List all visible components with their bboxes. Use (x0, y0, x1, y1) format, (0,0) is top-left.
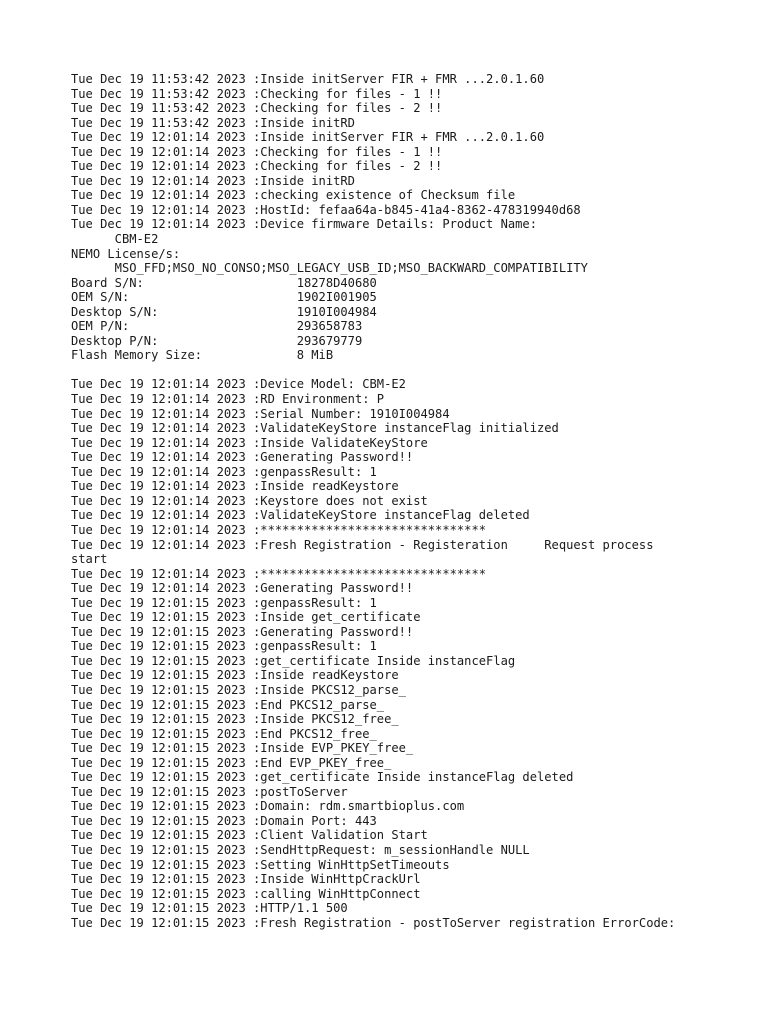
log-line: NEMO License/s: (71, 246, 181, 261)
log-line: Tue Dec 19 12:01:15 2023 :Domain Port: 443 (71, 813, 377, 828)
log-line: Tue Dec 19 12:01:14 2023 :Fresh Registration - Registeration Request process (71, 537, 654, 552)
log-line: Tue Dec 19 12:01:15 2023 :End EVP_PKEY_free_ (71, 755, 392, 770)
log-line: Tue Dec 19 12:01:14 2023 :Generating Password!! (71, 450, 414, 465)
log-line: Tue Dec 19 11:53:42 2023 :Checking for files - 2 !! (71, 101, 443, 116)
log-line: Tue Dec 19 11:53:42 2023 :Checking for files - 1 !! (71, 86, 443, 101)
log-line: Tue Dec 19 12:01:14 2023 :Inside initServer FIR + FMR ...2.0.1.60 (71, 130, 545, 145)
log-line: Flash Memory Size: 8 MiB (71, 348, 334, 363)
log-line: Tue Dec 19 12:01:15 2023 :Inside readKeystore (71, 668, 399, 683)
log-line: Tue Dec 19 12:01:15 2023 :calling WinHttpConnect (71, 886, 421, 901)
log-line: Tue Dec 19 12:01:15 2023 :Inside PKCS12_free_ (71, 712, 399, 727)
log-line: Tue Dec 19 12:01:15 2023 :postToServer (71, 784, 348, 799)
log-line: Tue Dec 19 12:01:15 2023 :Generating Password!! (71, 624, 414, 639)
log-line: Tue Dec 19 12:01:14 2023 :Checking for files - 2 !! (71, 159, 443, 174)
log-line: Tue Dec 19 12:01:15 2023 :get_certificate Inside instanceFlag (71, 653, 516, 668)
log-line: Tue Dec 19 12:01:14 2023 :Generating Password!! (71, 581, 414, 596)
log-line: Tue Dec 19 12:01:14 2023 :ValidateKeyStore instanceFlag deleted (71, 508, 530, 523)
log-line: Tue Dec 19 12:01:15 2023 :Fresh Registration - postToServer registration ErrorCode: (71, 915, 676, 930)
log-line: Tue Dec 19 12:01:14 2023 :Inside readKeystore (71, 479, 399, 494)
log-line: Tue Dec 19 12:01:14 2023 :HostId: fefaa64a-b845-41a4-8362-478319940d68 (71, 202, 581, 217)
log-line: Tue Dec 19 12:01:14 2023 :ValidateKeyStore instanceFlag initialized (71, 421, 559, 436)
log-line: Desktop P/N: 293679779 (71, 333, 363, 348)
log-line: Tue Dec 19 12:01:14 2023 :Checking for files - 1 !! (71, 144, 443, 159)
log-line: Tue Dec 19 12:01:15 2023 :HTTP/1.1 500 (71, 901, 348, 916)
log-line: Tue Dec 19 12:01:15 2023 :genpassResult: 1 (71, 595, 377, 610)
log-line: Tue Dec 19 11:53:42 2023 :Inside initServer FIR + FMR ...2.0.1.60 (71, 72, 545, 86)
log-line (71, 363, 761, 378)
log-line: Tue Dec 19 12:01:15 2023 :End PKCS12_free_ (71, 726, 377, 741)
log-line: Tue Dec 19 12:01:15 2023 :End PKCS12_parse_ (71, 697, 385, 712)
log-line: OEM S/N: 1902I001905 (71, 290, 377, 305)
log-line: Tue Dec 19 12:01:14 2023 :checking existence of Checksum file (71, 188, 516, 203)
log-line: Board S/N: 18278D40680 (71, 275, 377, 290)
log-line: Desktop S/N: 1910I004984 (71, 304, 377, 319)
log-line: Tue Dec 19 12:01:15 2023 :Domain: rdm.smartbioplus.com (71, 799, 465, 814)
log-line: Tue Dec 19 12:01:15 2023 :Setting WinHttpSetTimeouts (71, 857, 450, 872)
log-line: Tue Dec 19 12:01:15 2023 :Inside PKCS12_parse_ (71, 682, 406, 697)
log-line: Tue Dec 19 12:01:14 2023 :******************************* (71, 522, 487, 537)
log-line: Tue Dec 19 11:53:42 2023 :Inside initRD (71, 115, 355, 130)
log-line: Tue Dec 19 12:01:15 2023 :Inside get_certificate (71, 610, 421, 625)
log-line: Tue Dec 19 12:01:15 2023 :Client Validation Start (71, 828, 428, 843)
log-line: Tue Dec 19 12:01:15 2023 :Inside EVP_PKEY_free_ (71, 741, 414, 756)
log-line: Tue Dec 19 12:01:15 2023 :genpassResult: 1 (71, 639, 377, 654)
log-line: Tue Dec 19 12:01:15 2023 :SendHttpRequest: m_sessionHandle NULL (71, 842, 530, 857)
log-line: Tue Dec 19 12:01:14 2023 :Keystore does not exist (71, 493, 428, 508)
log-text (71, 72, 761, 930)
log-line: start (71, 552, 108, 567)
log-line: OEM P/N: 293658783 (71, 319, 363, 334)
log-line: Tue Dec 19 12:01:15 2023 :get_certificate Inside instanceFlag deleted (71, 770, 574, 785)
log-line: Tue Dec 19 12:01:14 2023 :Serial Number: 1910I004984 (71, 406, 450, 421)
log-line: Tue Dec 19 12:01:14 2023 :Device Model: CBM-E2 (71, 377, 406, 392)
log-line: Tue Dec 19 12:01:14 2023 :RD Environment: P (71, 392, 385, 407)
log-line: Tue Dec 19 12:01:14 2023 :genpassResult: 1 (71, 464, 377, 479)
log-line: Tue Dec 19 12:01:14 2023 :Inside ValidateKeyStore (71, 435, 428, 450)
log-line: Tue Dec 19 12:01:14 2023 :Inside initRD (71, 173, 355, 188)
log-line: CBM-E2 (71, 232, 159, 247)
log-line: MSO_FFD;MSO_NO_CONSO;MSO_LEGACY_USB_ID;MSO_BACKWARD_COMPATIBILITY (71, 261, 588, 276)
log-line: Tue Dec 19 12:01:14 2023 :******************************* (71, 566, 487, 581)
log-line: Tue Dec 19 12:01:14 2023 :Device firmware Details: Product Name: (71, 217, 537, 232)
log-line: Tue Dec 19 12:01:15 2023 :Inside WinHttpCrackUrl (71, 872, 421, 887)
